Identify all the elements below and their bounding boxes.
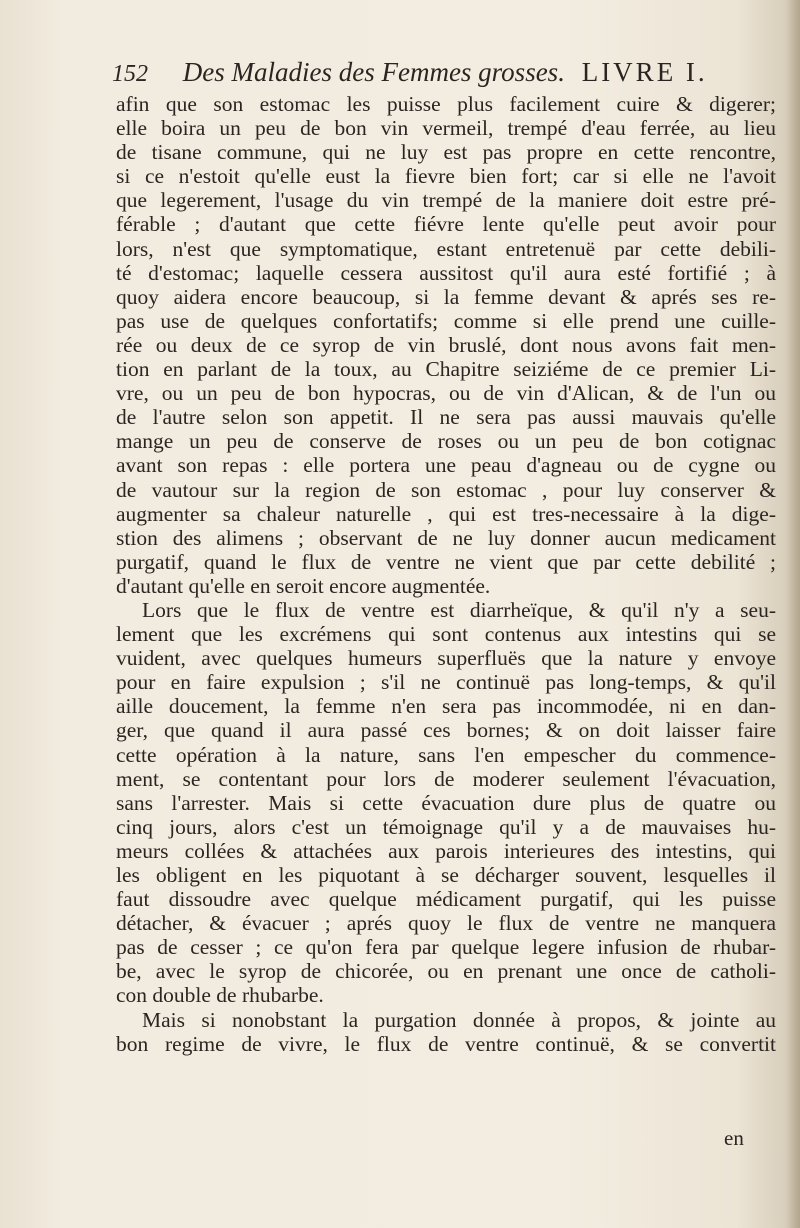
text-line: avant son repas : elle portera une peau d'agneau ou de cygne ou bbox=[116, 453, 776, 478]
page-edge-shadow bbox=[786, 0, 800, 1228]
body-text bbox=[116, 92, 776, 1056]
text-line: pas use de quelques confortatifs; comme si elle prend une cuille- bbox=[116, 308, 776, 333]
text-line: purgatif, quand le flux de ventre ne vient que par cette debilité ; bbox=[116, 549, 776, 574]
page-number: 152 bbox=[112, 61, 148, 87]
text-line: détacher, & évacuer ; aprés quoy le flux de ventre ne manquera bbox=[116, 911, 776, 936]
text-line: férable ; d'autant que cette fiévre lente qu'elle peut avoir pour bbox=[116, 212, 776, 237]
text-line: be, avec le syrop de chicorée, ou en prenant une once de catholi- bbox=[116, 959, 776, 984]
text-line: de vautour sur la region de son estomac , pour luy conserver & bbox=[116, 477, 776, 502]
text-line: que legerement, l'usage du vin trempé de la maniere doit estre pré- bbox=[116, 188, 776, 213]
text-line: té d'estomac; laquelle cessera aussitost qu'il aura esté fortifié ; à bbox=[116, 260, 776, 285]
text-line: Mais si nonobstant la purgation donnée à propos, & jointe au bbox=[142, 1007, 776, 1032]
text-line: vuident, avec quelques humeurs superfluës que la nature y envoye bbox=[116, 646, 776, 671]
text-line: faut dissoudre avec quelque médicament purgatif, qui les puisse bbox=[116, 887, 776, 912]
text-line: tion en parlant de la toux, au Chapitre seiziéme de ce premier Li- bbox=[116, 357, 776, 382]
text-line: d'autant qu'elle en seroit encore augmentée. bbox=[116, 573, 491, 598]
text-line: stion des alimens ; observant de ne luy donner aucun medicament bbox=[116, 525, 776, 550]
text-line: rée ou deux de ce syrop de vin bruslé, dont nous avons fait men- bbox=[116, 332, 776, 357]
text-line: meurs collées & attachées aux parois interieures des intestins, qui bbox=[116, 838, 776, 863]
text-line: elle boira un peu de bon vin vermeil, trempé d'eau ferrée, au lieu bbox=[116, 116, 776, 141]
text-line: cinq jours, alors c'est un témoignage qu'il y a de mauvaises hu- bbox=[116, 814, 776, 839]
text-line: de l'autre selon son appetit. Il ne sera pas aussi mauvais qu'elle bbox=[116, 405, 776, 430]
text-line: lors, n'est que symptomatique, estant entretenuë par cette debili- bbox=[116, 236, 776, 261]
text-line: quoy aidera encore beaucoup, si la femme devant & aprés ses re- bbox=[116, 284, 776, 309]
text-line: bon regime de vivre, le flux de ventre continuë, & se convertit bbox=[116, 1031, 776, 1056]
text-line: vre, ou un peu de bon hypocras, ou de vin d'Alican, & de l'un ou bbox=[116, 381, 776, 406]
text-line: de tisane commune, qui ne luy est pas propre en cette rencontre, bbox=[116, 140, 776, 165]
text-line: lement que les excrémens qui sont contenus aux intestins qui se bbox=[116, 622, 776, 647]
text-line: ment, se contentant pour lors de moderer seulement l'évacuation, bbox=[116, 766, 776, 791]
text-line: afin que son estomac les puisse plus facilement cuire & digerer; bbox=[116, 92, 776, 116]
text-line: ger, que quand il aura passé ces bornes; & on doit laisser faire bbox=[116, 718, 776, 743]
text-line: cette opération à la nature, sans l'en empescher du commence- bbox=[116, 742, 776, 767]
text-line: augmenter sa chaleur naturelle , qui est tres-necessaire à la dige- bbox=[116, 501, 776, 526]
text-line: aille doucement, la femme n'en sera pas incommodée, ni en dan- bbox=[116, 694, 776, 719]
text-line: pour en faire expulsion ; s'il ne continuë pas long-temps, & qu'il bbox=[116, 670, 776, 695]
text-line: Lors que le flux de ventre est diarrheïque, & qu'il n'y a seu- bbox=[142, 597, 776, 622]
running-head bbox=[112, 54, 772, 90]
text-line: sans l'arrester. Mais si cette évacuation dure plus de quatre ou bbox=[116, 790, 776, 815]
running-title: Des Maladies des Femmes grosses. bbox=[182, 57, 565, 87]
text-line: pas de cesser ; ce qu'on fera par quelque legere infusion de rhubar- bbox=[116, 935, 776, 960]
book-label: LIVRE I. bbox=[581, 57, 708, 87]
text-line: les obligent en les piquotant à se décharger souvent, lesquelles il bbox=[116, 863, 776, 887]
text-line: con double de rhubarbe. bbox=[116, 983, 324, 1008]
catchword: en bbox=[724, 1126, 744, 1150]
text-line: mange un peu de conserve de roses ou un peu de bon cotignac bbox=[116, 429, 776, 454]
text-line: si ce n'estoit qu'elle eust la fievre bien fort; car si elle ne l'avoit bbox=[116, 164, 776, 189]
